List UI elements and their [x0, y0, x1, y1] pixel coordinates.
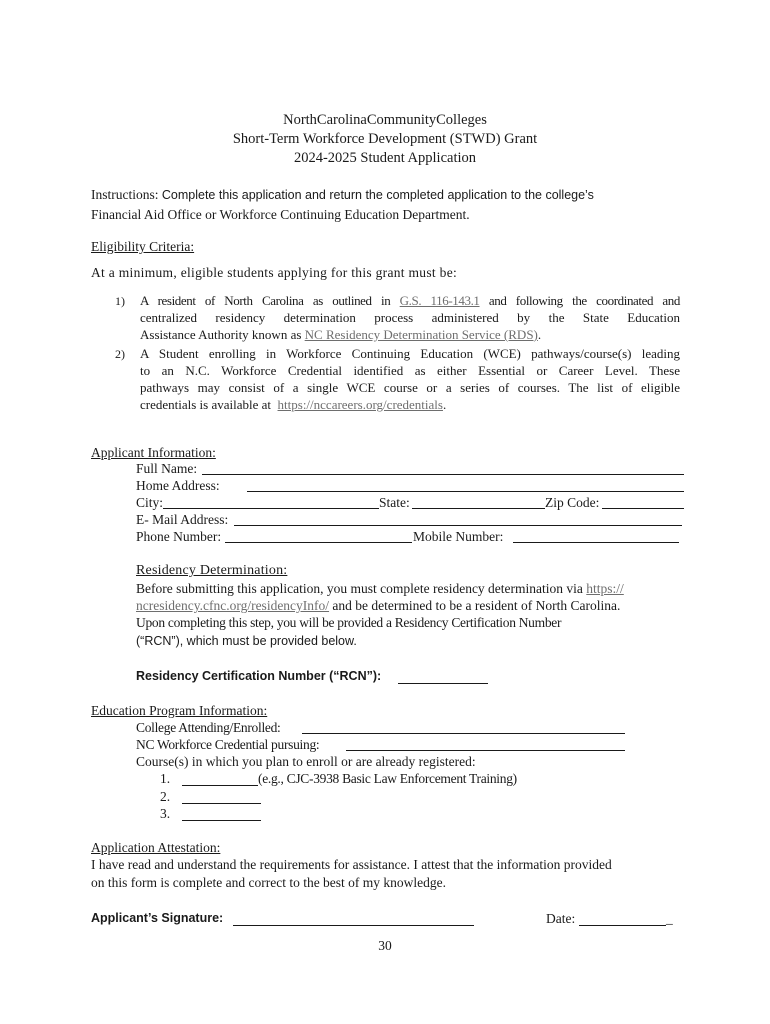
- title-line-1: NorthCarolinaCommunityColleges: [283, 112, 487, 128]
- item-2-line-4-period: .: [442, 397, 447, 412]
- item-2-line-2: to an N.C. Workforce Credential identified as either Essential or Career Level. These: [140, 363, 680, 378]
- college-field[interactable]: [302, 733, 625, 734]
- college-label: College Attending/Enrolled:: [136, 720, 281, 735]
- phone-label: Phone Number:: [136, 529, 222, 544]
- item-1-line-3-text: Assistance Authority known as: [140, 327, 302, 342]
- item-1-line-3: [140, 327, 680, 343]
- residency-line-4: [136, 633, 357, 649]
- attestation-line-2: on this form is complete and correct to the best of my knowledge.: [91, 875, 447, 890]
- attestation-line-1: I have read and understand the requirements for assistance. I attest that the information provided: [91, 857, 612, 872]
- item-1-text-b: and following the coordinated and: [488, 293, 681, 308]
- residency-line-1-text: Before submitting this application, you must complete residency determination via: [136, 581, 583, 596]
- residency-line-4-end: provided below.: [269, 634, 357, 648]
- residency-line-2-text: and be determined to be a resident of North Carolina.: [332, 598, 621, 613]
- eligibility-item-2: [140, 346, 680, 413]
- instructions-label: Instructions:: [91, 187, 159, 202]
- signature-field[interactable]: [233, 925, 474, 926]
- date-field[interactable]: [579, 925, 666, 926]
- email-label: E- Mail Address:: [136, 512, 229, 527]
- zip-code-label: Zip Code:: [545, 495, 600, 510]
- title-line-2: Short-Term Workforce Development (STWD) Grant: [232, 131, 538, 147]
- full-name-field[interactable]: [202, 474, 684, 475]
- credential-field[interactable]: [346, 750, 625, 751]
- home-address-label: Home Address:: [136, 478, 220, 493]
- signature-label: Applicant’s Signature:: [91, 911, 224, 925]
- courses-intro: Course(s) in which you plan to enroll or are already registered:: [136, 754, 476, 769]
- eligibility-intro: At a minimum, eligible students applying for this grant must be:: [91, 265, 458, 280]
- applicant-heading: Applicant Information:: [91, 445, 216, 460]
- gs-116-143-link[interactable]: G.S. 116-143.1: [399, 293, 480, 308]
- residency-heading: Residency Determination:: [136, 563, 288, 578]
- instructions-line-1: [91, 187, 594, 203]
- item-2-line-3: pathways may consist of a single WCE course or a series of courses. The list of eligible: [140, 380, 680, 395]
- residency-line-1: [136, 581, 624, 597]
- state-label: State:: [379, 495, 410, 510]
- course-3-field[interactable]: [182, 820, 261, 821]
- date-tail: _: [666, 911, 673, 926]
- course-1-field[interactable]: [182, 785, 258, 786]
- page-number: 30: [378, 938, 392, 953]
- item-1-line-2: centralized residency determination process administered by the State Education: [140, 310, 680, 325]
- city-field[interactable]: [163, 508, 379, 509]
- phone-field[interactable]: [225, 542, 412, 543]
- course-1-number: 1.: [160, 771, 171, 786]
- email-field[interactable]: [234, 525, 682, 526]
- state-field[interactable]: [412, 508, 545, 509]
- course-2-field[interactable]: [182, 803, 261, 804]
- home-address-field[interactable]: [247, 491, 684, 492]
- full-name-label: Full Name:: [136, 461, 198, 476]
- date-label: Date:: [546, 911, 576, 926]
- education-heading: Education Program Information:: [91, 703, 268, 718]
- eligibility-item-2-number: 2): [115, 347, 125, 361]
- residency-line-3: Upon completing this step, you will be provided a Residency Certification Number: [136, 615, 562, 630]
- course-2-number: 2.: [160, 789, 171, 804]
- rds-link[interactable]: NC Residency Determination Service (RDS): [304, 327, 538, 342]
- item-1-text-a: A resident of North Carolina as outlined in: [140, 293, 391, 308]
- ncresidency-link-end[interactable]: ncresidency.cfnc.org/residencyInfo/: [136, 598, 330, 613]
- residency-line-2: [136, 598, 620, 614]
- item-2-line-1: A Student enrolling in Workforce Continuing Education (WCE) pathways/course(s) leading: [140, 346, 680, 361]
- course-3-number: 3.: [160, 806, 171, 821]
- eligibility-item-1: [140, 293, 680, 343]
- item-2-line-4-text: credentials is available at: [140, 397, 272, 412]
- attestation-heading: Application Attestation:: [91, 840, 221, 855]
- credential-label: NC Workforce Credential pursuing:: [136, 737, 320, 752]
- mobile-label: Mobile Number:: [413, 529, 504, 544]
- mobile-field[interactable]: [513, 542, 679, 543]
- nccareers-credentials-link[interactable]: https://nccareers.org/credentials: [277, 397, 443, 412]
- item-1-line-3-period: .: [537, 327, 542, 342]
- zip-code-field[interactable]: [602, 508, 684, 509]
- instructions-line-2: Financial Aid Office or Workforce Continuing Education Department.: [91, 207, 470, 222]
- rcn-field[interactable]: [398, 683, 488, 684]
- title-line-3: 2024-2025 Student Application: [293, 150, 477, 166]
- residency-line-4-sans: (“RCN”), which must be: [136, 634, 267, 648]
- city-label: City:: [136, 495, 164, 510]
- instructions-text-1: Complete this application and return the completed application to the college’s: [161, 188, 594, 202]
- course-1-example: (e.g., CJC-3938 Basic Law Enforcement Training): [258, 771, 517, 786]
- ncresidency-link-start[interactable]: https://: [586, 581, 624, 596]
- eligibility-item-1-number: 1): [115, 294, 125, 308]
- eligibility-heading: Eligibility Criteria:: [91, 239, 195, 254]
- rcn-label: Residency Certification Number (“RCN”):: [136, 669, 382, 683]
- item-2-line-4: [140, 397, 680, 413]
